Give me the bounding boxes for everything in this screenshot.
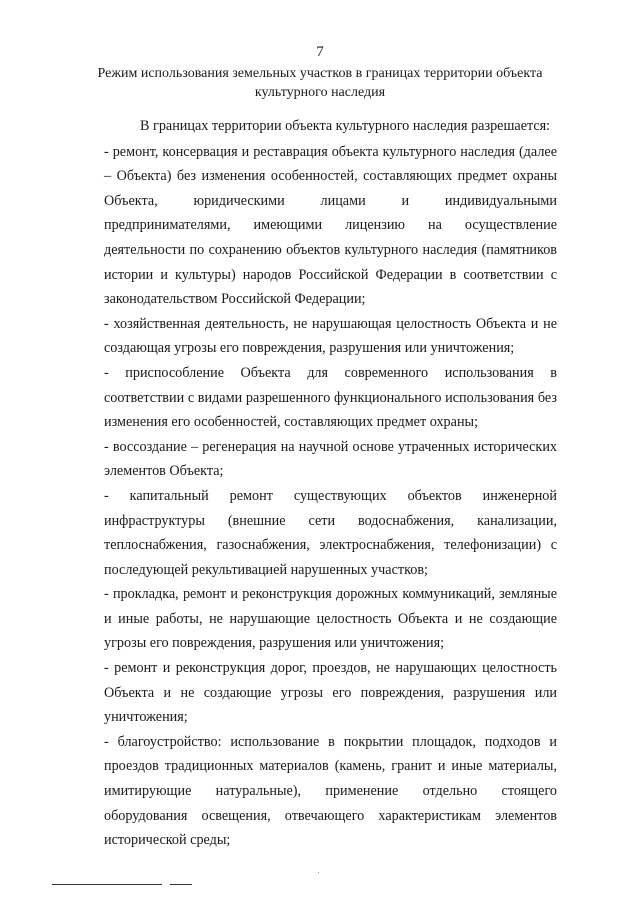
footer-rule	[150, 884, 162, 885]
list-item-recreation: - воссоздание – регенерация на научной основе утраченных исторических элементов Объекта;	[104, 438, 557, 480]
document-body	[104, 114, 557, 853]
section-title: Режим использования земельных участков в границах территории объекта культурного наследия	[97, 66, 543, 100]
footer-rule	[170, 884, 192, 885]
list-item-road-communications: - прокладка, ремонт и реконструкция дорожных коммуникаций, земляные и иные работы, не нарушающие целостность Объекта и не создающие угрозы его повреждения, разрушения или уничтожения;	[104, 586, 557, 652]
page-number: 7	[316, 44, 324, 60]
list-item-repair-conservation: - ремонт, консервация и реставрация объекта культурного наследия (далее – Объекта) без изменения особенностей, составляющих предмет охраны Объекта, юридическими лицами и индивидуальными предпринимателями, имеющими лицензию на осуществление деятельности по сохранению объектов культурного наследия (памятников истории и культуры) народов Российской Федерации в соответствии с законодательством Российской Федерации;	[104, 143, 557, 308]
list-item-landscaping: - благоустройство: использование в покрытии площадок, подходов и проездов традиционных материалов (камень, гранит и иные материалы, имитирующие натуральные), применение отдельно стоящего оборудования освещения, отвечающего характеристикам элементов исторической среды;	[104, 733, 557, 849]
list-item-adaptation: - приспособление Объекта для современного использования в соответствии с видами разрешенного функционального использования без изменения его особенностей, составляющих предмет охраны;	[104, 364, 557, 431]
list-item-roads-driveways: - ремонт и реконструкция дорог, проездов, не нарушающих целостность Объекта и не создающие угрозы его повреждения, разрушения или уничтожения;	[104, 660, 557, 726]
intro-paragraph: В границах территории объекта культурного наследия разрешается:	[140, 118, 551, 134]
footer-rule	[52, 884, 150, 885]
scan-speck	[318, 872, 319, 873]
list-item-economic-activity: - хозяйственная деятельность, не нарушающая целостность Объекта и не создающая угрозы его повреждения, разрушения или уничтожения;	[104, 315, 557, 357]
list-item-infrastructure-repair: - капитальный ремонт существующих объектов инженерной инфраструктуры (внешние сети водоснабжения, канализации, теплоснабжения, газоснабжения, электроснабжения, телефонизации) с последующей рекультивацией нарушенных участков;	[104, 487, 557, 578]
